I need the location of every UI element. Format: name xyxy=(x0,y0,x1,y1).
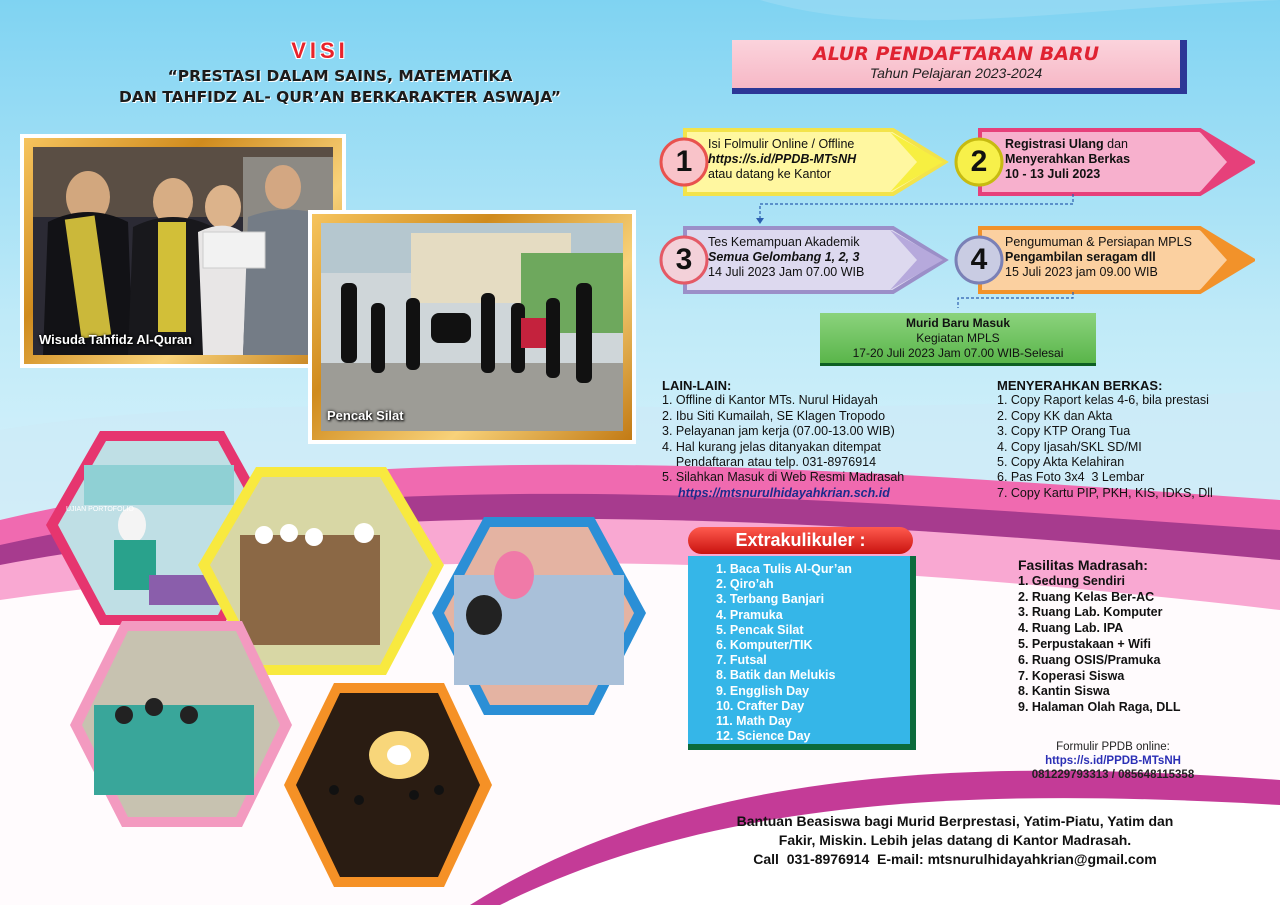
berkas-item: 6. Pas Foto 3x4 3 Lembar xyxy=(997,470,1145,485)
footer-info xyxy=(700,812,1210,869)
berkas-item: 2. Copy KK dan Akta xyxy=(997,408,1113,423)
step-1-number: 1 xyxy=(675,145,693,178)
visi-statement xyxy=(80,66,600,108)
step-2-line3: 10 - 13 Juli 2023 xyxy=(1005,167,1101,181)
step-4-line3: 15 Juli 2023 jam 09.00 WIB xyxy=(1005,265,1158,279)
extra-item: 5. Pencak Silat xyxy=(716,622,804,637)
lain-item: 4. Hal kurang jelas ditanyakan ditempat xyxy=(662,439,881,454)
berkas-title: MENYERAHKAN BERKAS: xyxy=(997,378,1163,393)
fasilitas-item: 3. Ruang Lab. Komputer xyxy=(1018,605,1163,620)
fasilitas-section xyxy=(1018,558,1258,716)
formulir-phones: 081229793313 / 085648115358 xyxy=(1031,769,1195,781)
extra-item: 8. Batik dan Melukis xyxy=(716,668,836,683)
lain-title: LAIN-LAIN: xyxy=(662,378,732,393)
step-2-line2: Menyerahkan Berkas xyxy=(1005,152,1131,166)
lain-lain-section xyxy=(662,378,982,501)
photo-frame-wisuda xyxy=(24,138,342,364)
fasilitas-item: 1. Gedung Sendiri xyxy=(1018,573,1125,588)
step-3-line2: Semua Gelombang 1, 2, 3 xyxy=(708,250,860,264)
murid-line2: Kegiatan MPLS xyxy=(916,331,1000,345)
extra-item: 1. Baca Tulis Al-Qur’an xyxy=(716,562,852,576)
lain-item: Pendaftaran atau telp. 031-8976914 xyxy=(662,455,877,470)
footer-line2: Fakir, Miskin. Lebih jelas datang di Kantor Madrasah. xyxy=(778,832,1132,848)
formulir-online xyxy=(1008,740,1218,782)
extra-item: 4. Pramuka xyxy=(716,607,783,622)
photo-frame-silat xyxy=(312,214,632,440)
hexagon-collage xyxy=(14,425,654,895)
lain-item: 2. Ibu Siti Kumailah, SE Klagen Tropodo xyxy=(662,408,886,423)
footer-line1: Bantuan Beasiswa bagi Murid Berprestasi, Yatim-Piatu, Yatim dan xyxy=(736,813,1174,829)
extra-item: 7. Futsal xyxy=(716,653,767,668)
step-4-line2: Pengambilan seragam dll xyxy=(1005,250,1156,264)
berkas-item: 1. Copy Raport kelas 4-6, bila prestasi xyxy=(997,393,1209,408)
silat-photo-graphic xyxy=(321,223,623,431)
fasilitas-item: 8. Kantin Siswa xyxy=(1018,684,1110,699)
step-2-number: 2 xyxy=(970,145,988,178)
step-1-line1: Isi Folmulir Online / Offline xyxy=(708,137,855,151)
extra-item: 11. Math Day xyxy=(716,714,792,729)
lain-item: 1. Offline di Kantor MTs. Nurul Hidayah xyxy=(662,393,878,408)
step-3-line1: Tes Kemampuan Akademik xyxy=(708,235,860,249)
step-4-line1: Pengumuman & Persiapan MPLS xyxy=(1005,235,1192,249)
photo-silat xyxy=(321,223,623,431)
berkas-section xyxy=(997,378,1267,501)
fasilitas-title: Fasilitas Madrasah: xyxy=(1018,557,1148,573)
extrakulikuler-title: Extrakulikuler : xyxy=(688,527,913,554)
step-1-link[interactable]: https://s.id/PPDB-MTsNH xyxy=(708,152,857,166)
fasilitas-item: 2. Ruang Kelas Ber-AC xyxy=(1018,589,1155,604)
step-2-text xyxy=(1005,137,1130,182)
visi-line-2: DAN TAHFIDZ AL- QUR’AN BERKARAKTER ASWAJA” xyxy=(119,88,561,106)
footer-contact: Call 031-8976914 E-mail: mtsnurulhidayahkrian@gmail.com xyxy=(753,851,1157,867)
fasilitas-item: 6. Ruang OSIS/Pramuka xyxy=(1018,652,1161,667)
step-3-line3: 14 Juli 2023 Jam 07.00 WIB xyxy=(708,265,865,279)
step-1-line3: atau datang ke Kantor xyxy=(708,167,832,181)
extrakulikuler-list xyxy=(688,556,910,744)
fasilitas-item: 4. Ruang Lab. IPA xyxy=(1018,621,1124,636)
caption-silat: Pencak Silat xyxy=(327,408,404,423)
murid-title: Murid Baru Masuk xyxy=(905,316,1010,330)
lain-item: 3. Pelayanan jam kerja (07.00-13.00 WIB) xyxy=(662,424,895,439)
extrakulikuler-box xyxy=(688,556,916,750)
berkas-item: 3. Copy KTP Orang Tua xyxy=(997,424,1131,439)
photo-wisuda xyxy=(33,147,333,355)
visi-line-1: “PRESTASI DALAM SAINS, MATEMATIKA xyxy=(167,67,513,85)
fasilitas-item: 7. Koperasi Siswa xyxy=(1018,668,1125,683)
extra-item: 10. Crafter Day xyxy=(716,698,805,713)
step-1-text xyxy=(708,137,856,182)
extra-item: 2. Qiro’ah xyxy=(716,577,774,592)
murid-baru-box xyxy=(820,313,1096,366)
berkas-item: 4. Copy Ijasah/SKL SD/MI xyxy=(997,439,1142,454)
alur-header xyxy=(732,40,1187,94)
fasilitas-item: 9. Halaman Olah Raga, DLL xyxy=(1018,700,1181,715)
alur-subtitle: Tahun Pelajaran 2023-2024 xyxy=(869,65,1043,81)
hex-banner-text: UJIAN PORTOFOLIO xyxy=(66,506,134,513)
website-link[interactable]: https://mtsnurulhidayahkrian.sch.id xyxy=(678,485,890,500)
formulir-link[interactable]: https://s.id/PPDB-MTsNH xyxy=(1045,755,1181,767)
berkas-item: 5. Copy Akta Kelahiran xyxy=(997,455,1125,470)
berkas-item: 7. Copy Kartu PIP, PKH, KIS, IDKS, Dll xyxy=(997,485,1213,500)
murid-line3: 17-20 Juli 2023 Jam 07.00 WIB-Selesai xyxy=(852,346,1064,360)
extra-item: 12. Science Day xyxy=(716,729,811,744)
step-3-number: 3 xyxy=(675,243,693,276)
step-2-line1-rest: dan xyxy=(1103,137,1128,151)
step-4-text xyxy=(1005,235,1192,280)
step-4-number: 4 xyxy=(970,243,988,276)
fasilitas-item: 5. Perpustakaan + Wifi xyxy=(1018,636,1151,651)
extra-item: 6. Komputer/TIK xyxy=(716,638,813,653)
wisuda-photo-graphic xyxy=(33,147,333,355)
lain-item: 5. Silahkan Masuk di Web Resmi Madrasah xyxy=(662,470,905,485)
step-3-text xyxy=(708,235,864,280)
caption-wisuda: Wisuda Tahfidz Al-Quran xyxy=(39,332,192,347)
step-2-line1-bold: Registrasi Ulang xyxy=(1005,137,1104,151)
formulir-label: Formulir PPDB online: xyxy=(1056,741,1170,753)
alur-title: ALUR PENDAFTARAN BARU xyxy=(813,43,1099,65)
extra-item: 3. Terbang Banjari xyxy=(716,592,825,607)
extra-item: 9. Engglish Day xyxy=(716,683,810,698)
visi-title: VISI xyxy=(291,38,349,63)
